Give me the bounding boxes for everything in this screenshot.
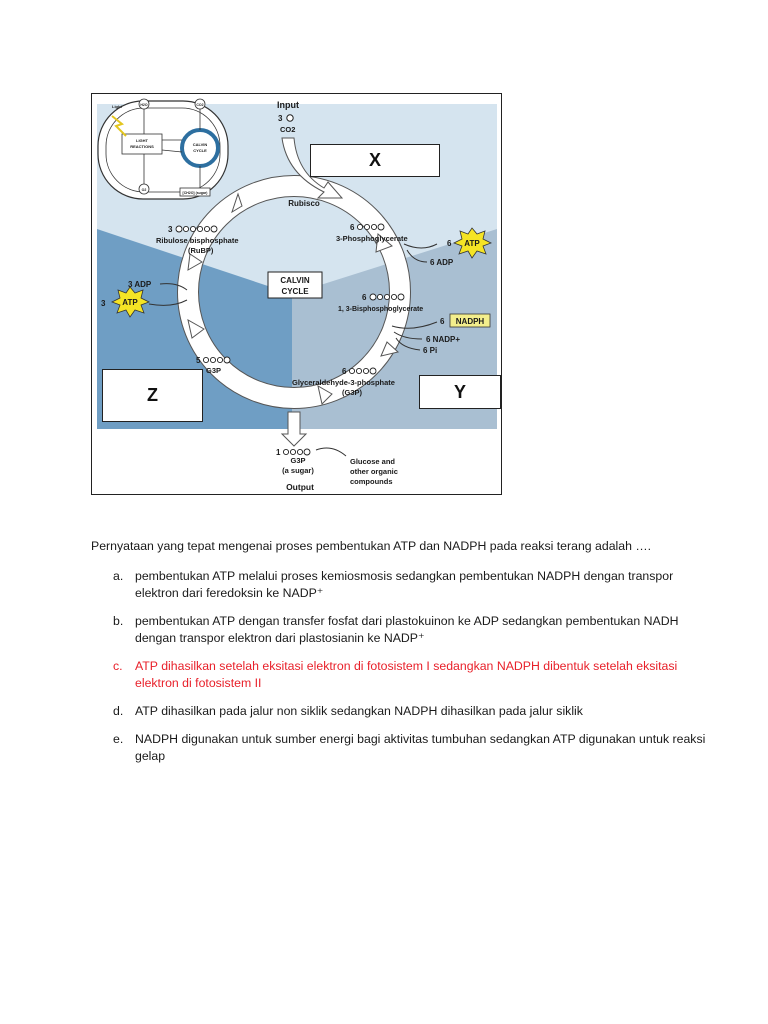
nadph-badge: NADPH	[455, 317, 485, 326]
option-text: ATP dihasilkan setelah eksitasi elektron di fotosistem I sedangkan NADPH dibentuk setelah eksitasi elektron di fotosistem II	[135, 659, 678, 690]
svg-text:CALVIN: CALVIN	[192, 142, 208, 147]
svg-text:Light: Light	[112, 104, 122, 109]
option-text: NADPH digunakan untuk sumber energi bagi aktivitas tumbuhan sedangkan ATP digunakan untuk reaksi gelap	[135, 732, 706, 763]
svg-text:O2: O2	[141, 188, 147, 192]
adp-text: 6 ADP	[430, 258, 454, 267]
input-co2-num: 3	[278, 114, 283, 123]
svg-text:[CH2O] (sugar): [CH2O] (sugar)	[182, 191, 208, 195]
svg-text:REACTIONS: REACTIONS	[130, 144, 154, 149]
option-c[interactable]	[91, 658, 711, 692]
option-letter: b.	[113, 614, 124, 628]
svg-text:LIGHT: LIGHT	[136, 138, 148, 143]
calvin-line2: CYCLE	[281, 287, 309, 296]
calvin-cycle-diagram	[92, 94, 502, 495]
output-num: 1	[276, 448, 281, 457]
input-co2: CO2	[280, 125, 296, 134]
option-text: pembentukan ATP dengan transfer fosfat dari plastokuinon ke ADP sedangkan pembentukan NADH dengan transpor elektron dari plastosianin ke NADP⁺	[135, 614, 679, 645]
label-z: Z	[147, 385, 158, 405]
label-y: Y	[453, 381, 466, 402]
bpg-molecule	[370, 294, 404, 300]
option-e[interactable]	[91, 731, 711, 765]
option-letter: e.	[113, 732, 124, 746]
nadph-num: 6	[440, 317, 445, 326]
option-letter: a.	[113, 569, 124, 583]
atp3-badge: ATP	[122, 298, 138, 307]
adp3-text: 3 ADP	[128, 280, 152, 289]
option-letter: d.	[113, 704, 124, 718]
co2-molecule	[287, 115, 293, 121]
g3p-num: 6	[342, 367, 347, 376]
pga-name: 3-Phosphoglycerate	[336, 234, 408, 243]
option-text: ATP dihasilkan pada jalur non siklik sedangkan NADPH dihasilkan pada jalur siklik	[135, 704, 583, 718]
calvin-line1: CALVIN	[280, 276, 310, 285]
answer-options	[91, 568, 711, 776]
output-molecule	[283, 449, 310, 455]
option-b[interactable]	[91, 613, 711, 647]
chloroplast-inset	[98, 99, 228, 199]
atp-num: 6	[447, 239, 452, 248]
pi-text: 6 Pi	[423, 346, 438, 355]
label-x: X	[368, 150, 381, 170]
calvin-cycle-figure	[91, 93, 502, 495]
option-letter: c.	[113, 659, 123, 673]
svg-text:H2O: H2O	[140, 103, 148, 107]
rubp-name: Ribulose bisphosphate	[156, 236, 239, 245]
atp3-num: 3	[101, 299, 106, 308]
svg-text:CYCLE: CYCLE	[193, 148, 207, 153]
g3p-name: Glyceraldehyde-3-phosphate	[292, 378, 395, 387]
rubp-num: 3	[168, 225, 173, 234]
question-stem: Pernyataan yang tepat mengenai proses pembentukan ATP dan NADPH pada reaksi terang adalah ….	[91, 539, 652, 553]
label-box-y	[419, 375, 501, 409]
option-text: pembentukan ATP melalui proses kemiosmosis sedangkan pembentukan NADPH dengan transpor elektron dari feredoksin ke NADP⁺	[135, 569, 674, 600]
bpg-name: 1, 3-Bisphosphoglycerate	[338, 306, 424, 313]
rubisco-label: Rubisco	[288, 199, 320, 208]
atp-badge: ATP	[464, 239, 480, 248]
output-label: Output	[286, 482, 314, 492]
g3p5-name: G3P	[206, 366, 222, 375]
option-d[interactable]	[91, 703, 711, 720]
option-a[interactable]	[91, 568, 711, 602]
glucose-line2: other organic	[350, 467, 398, 476]
label-box-x	[310, 144, 440, 177]
pga-num: 6	[350, 223, 355, 232]
g3p5-num: 5	[196, 356, 201, 365]
glucose-line1: Glucose and	[350, 457, 396, 466]
output-name: G3P	[290, 456, 306, 465]
glucose-line3: compounds	[350, 477, 393, 486]
g3p-abbr: (G3P)	[342, 388, 363, 397]
label-box-z	[102, 369, 203, 422]
rubp-abbr: (RuBP)	[188, 246, 214, 255]
svg-text:CO2: CO2	[196, 103, 204, 107]
input-label: Input	[277, 100, 299, 110]
bpg-num: 6	[362, 293, 367, 302]
output-sub: (a sugar)	[282, 466, 314, 475]
nadp-text: 6 NADP+	[426, 335, 461, 344]
